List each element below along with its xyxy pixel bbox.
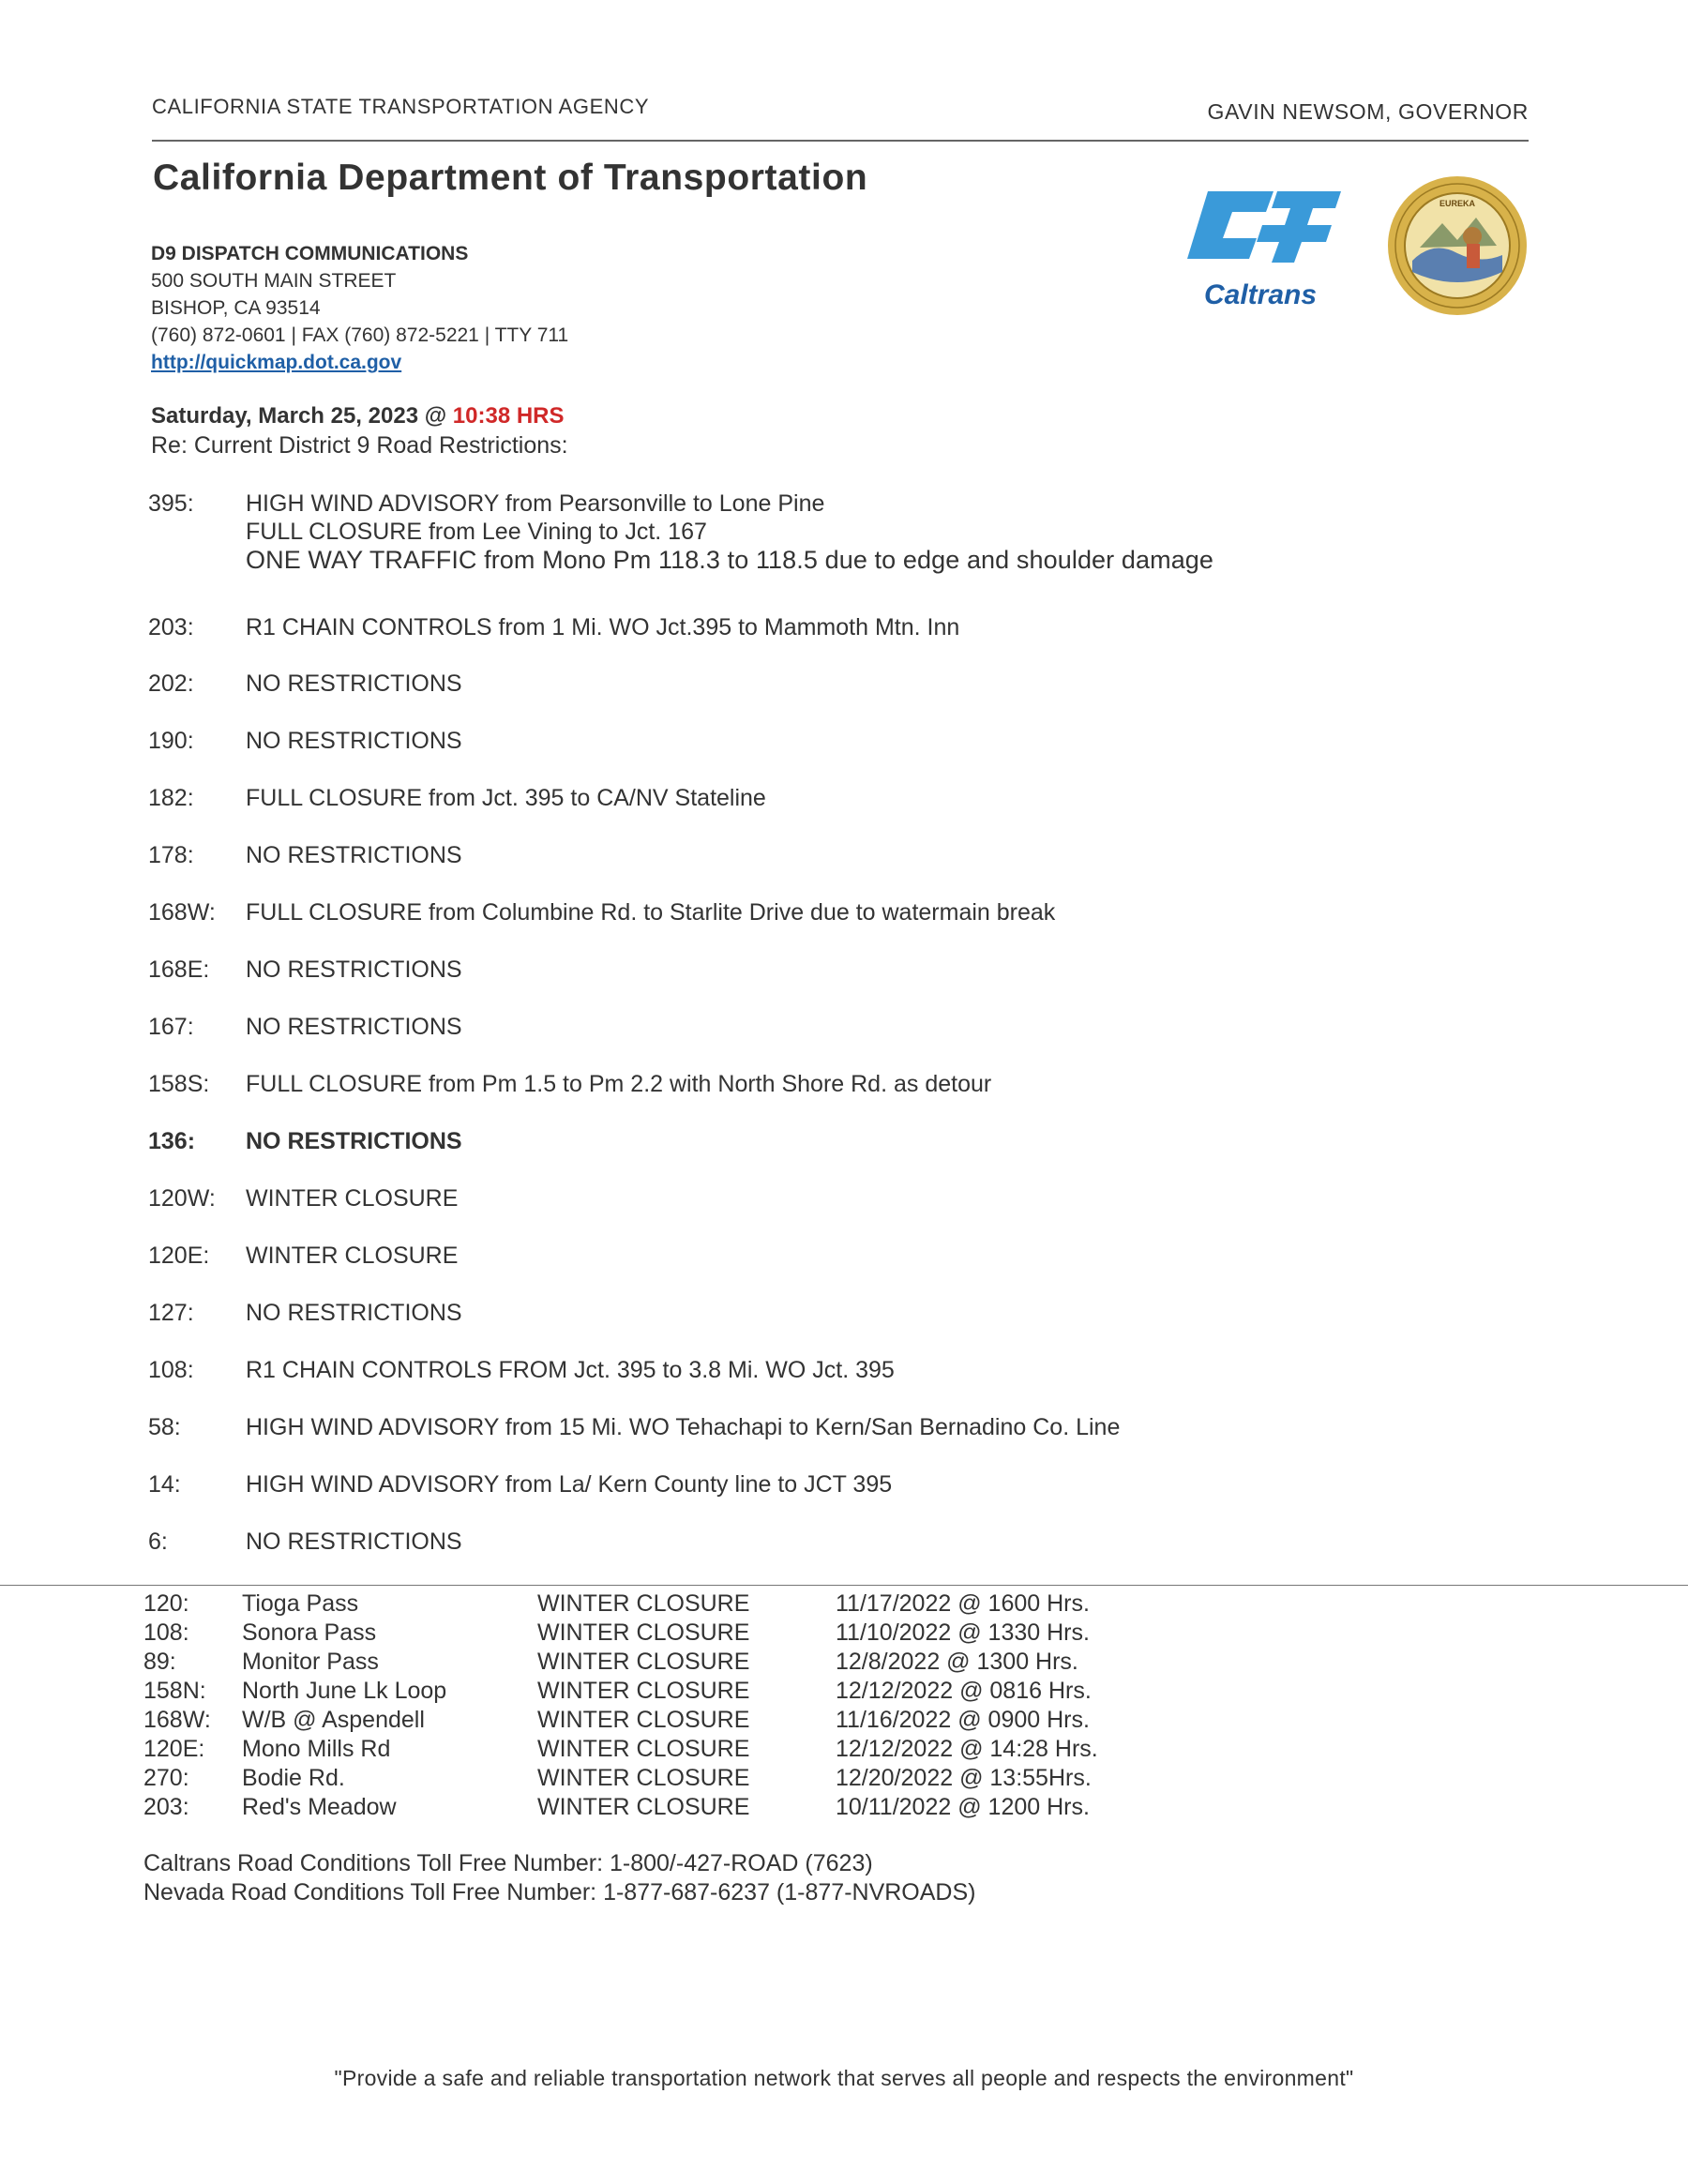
route-number: 178:	[148, 842, 194, 868]
caltrans-phone-line: Caltrans Road Conditions Toll Free Number: 1-800/-427-ROAD (7623)	[143, 1850, 873, 1876]
closure-route: 203:	[143, 1794, 189, 1820]
caltrans-logo	[1183, 184, 1350, 315]
closure-route: 120E:	[143, 1736, 205, 1762]
route-restriction: WINTER CLOSURE	[246, 1185, 459, 1212]
route-restriction: NO RESTRICTIONS	[246, 1300, 462, 1326]
route-restriction: NO RESTRICTIONS	[246, 1014, 462, 1040]
closure-name: Mono Mills Rd	[242, 1736, 391, 1762]
route-number: 120E:	[148, 1243, 210, 1269]
restriction-line: ONE WAY TRAFFIC from Mono Pm 118.3 to 118.5 due to edge and shoulder damage	[246, 546, 1214, 574]
route-number: 158S:	[148, 1071, 210, 1097]
closure-date: 11/17/2022 @ 1600 Hrs.	[836, 1590, 1090, 1617]
governor-header: GAVIN NEWSOM, GOVERNOR	[1207, 99, 1529, 124]
route-number: 58:	[148, 1414, 181, 1440]
route-restriction: WINTER CLOSURE	[246, 1243, 459, 1269]
report-date-prefix: Saturday, March 25, 2023 @	[151, 403, 453, 429]
mission-statement: "Provide a safe and reliable transportation network that serves all people and respects the environment"	[334, 2066, 1354, 2090]
closure-date: 10/11/2022 @ 1200 Hrs.	[836, 1794, 1090, 1820]
closure-status: WINTER CLOSURE	[537, 1765, 750, 1791]
route-number: 120W:	[148, 1185, 216, 1212]
nevada-phone-line: Nevada Road Conditions Toll Free Number: 1-877-687-6237 (1-877-NVROADS)	[143, 1879, 976, 1905]
route-number: 168E:	[148, 956, 210, 983]
closure-date: 12/12/2022 @ 0816 Hrs.	[836, 1678, 1092, 1704]
route-restriction: NO RESTRICTIONS	[246, 1128, 462, 1154]
route-number: 6:	[148, 1529, 168, 1555]
header-divider	[152, 140, 1529, 142]
route-restriction: R1 CHAIN CONTROLS from 1 Mi. WO Jct.395 to Mammoth Mtn. Inn	[246, 614, 960, 640]
closure-status: WINTER CLOSURE	[537, 1619, 750, 1646]
closure-status: WINTER CLOSURE	[537, 1707, 750, 1733]
closure-date: 12/20/2022 @ 13:55Hrs.	[836, 1765, 1092, 1791]
closure-route: 168W:	[143, 1707, 211, 1733]
closure-status: WINTER CLOSURE	[537, 1590, 750, 1617]
agency-header: CALIFORNIA STATE TRANSPORTATION AGENCY	[152, 95, 650, 118]
closure-route: 120:	[143, 1590, 189, 1617]
route-restriction: R1 CHAIN CONTROLS FROM Jct. 395 to 3.8 Mi. WO Jct. 395	[246, 1357, 895, 1383]
closure-route: 89:	[143, 1649, 176, 1675]
closure-date: 12/12/2022 @ 14:28 Hrs.	[836, 1736, 1098, 1762]
closure-route: 108:	[143, 1619, 189, 1646]
closure-status: WINTER CLOSURE	[537, 1678, 750, 1704]
closure-status: WINTER CLOSURE	[537, 1736, 750, 1762]
route-restriction: HIGH WIND ADVISORY from 15 Mi. WO Tehachapi to Kern/San Bernadino Co. Line	[246, 1414, 1121, 1440]
section-divider	[0, 1585, 1688, 1586]
route-number: 167:	[148, 1014, 194, 1040]
route-restriction: NO RESTRICTIONS	[246, 1529, 462, 1555]
route-number: 127:	[148, 1300, 194, 1326]
route-restriction: FULL CLOSURE from Columbine Rd. to Starlite Drive due to watermain break	[246, 899, 1056, 926]
route-number: 202:	[148, 670, 194, 697]
office-city: BISHOP, CA 93514	[151, 297, 321, 319]
quickmap-link[interactable]: http://quickmap.dot.ca.gov	[151, 352, 402, 373]
office-address-block	[151, 240, 568, 376]
route-restriction: NO RESTRICTIONS	[246, 956, 462, 983]
office-street: 500 SOUTH MAIN STREET	[151, 270, 397, 292]
closure-date: 12/8/2022 @ 1300 Hrs.	[836, 1649, 1078, 1675]
closure-route: 270:	[143, 1765, 189, 1791]
route-number: 182:	[148, 785, 194, 811]
restriction-line: HIGH WIND ADVISORY from Pearsonville to Lone Pine	[246, 490, 825, 517]
caltrans-ct-icon	[1187, 191, 1341, 263]
route-restriction: NO RESTRICTIONS	[246, 728, 462, 754]
closure-name: Sonora Pass	[242, 1619, 377, 1646]
route-restriction	[246, 490, 1213, 574]
closure-name: Bodie Rd.	[242, 1765, 345, 1791]
office-name: D9 DISPATCH COMMUNICATIONS	[151, 243, 469, 264]
closure-status: WINTER CLOSURE	[537, 1794, 750, 1820]
route-restriction: NO RESTRICTIONS	[246, 842, 462, 868]
closure-route: 158N:	[143, 1678, 206, 1704]
route-number: 14:	[148, 1471, 181, 1498]
route-restriction: HIGH WIND ADVISORY from La/ Kern County line to JCT 395	[246, 1471, 893, 1498]
seal-motto: EUREKA	[1439, 199, 1476, 208]
closure-date: 11/10/2022 @ 1330 Hrs.	[836, 1619, 1090, 1646]
route-number: 190:	[148, 728, 194, 754]
closure-date: 11/16/2022 @ 0900 Hrs.	[836, 1707, 1090, 1733]
department-title: California Department of Transportation	[153, 158, 868, 198]
office-phones: (760) 872-0601 | FAX (760) 872-5221 | TTY 711	[151, 324, 569, 346]
restriction-line: FULL CLOSURE from Lee Vining to Jct. 167	[246, 519, 707, 545]
caltrans-wordmark: Caltrans	[1204, 279, 1318, 310]
route-number: 203:	[148, 614, 194, 640]
report-date	[151, 403, 565, 429]
california-seal	[1386, 174, 1529, 317]
route-number: 108:	[148, 1357, 194, 1383]
closure-name: North June Lk Loop	[242, 1678, 447, 1704]
route-number: 168W:	[148, 899, 216, 926]
route-restriction: FULL CLOSURE from Pm 1.5 to Pm 2.2 with North Shore Rd. as detour	[246, 1071, 992, 1097]
route-number: 136:	[148, 1128, 196, 1154]
closure-status: WINTER CLOSURE	[537, 1649, 750, 1675]
closure-name: Tioga Pass	[242, 1590, 359, 1617]
route-restriction: NO RESTRICTIONS	[246, 670, 462, 697]
route-number: 395:	[148, 490, 194, 517]
closure-name: Monitor Pass	[242, 1649, 379, 1675]
closure-name: W/B @ Aspendell	[242, 1707, 425, 1733]
road-conditions-contacts	[143, 1849, 975, 1907]
subject-line: Re: Current District 9 Road Restrictions:	[151, 432, 568, 459]
closure-name: Red's Meadow	[242, 1794, 397, 1820]
report-time: 10:38 HRS	[452, 403, 565, 429]
route-restriction: FULL CLOSURE from Jct. 395 to CA/NV Stateline	[246, 785, 766, 811]
